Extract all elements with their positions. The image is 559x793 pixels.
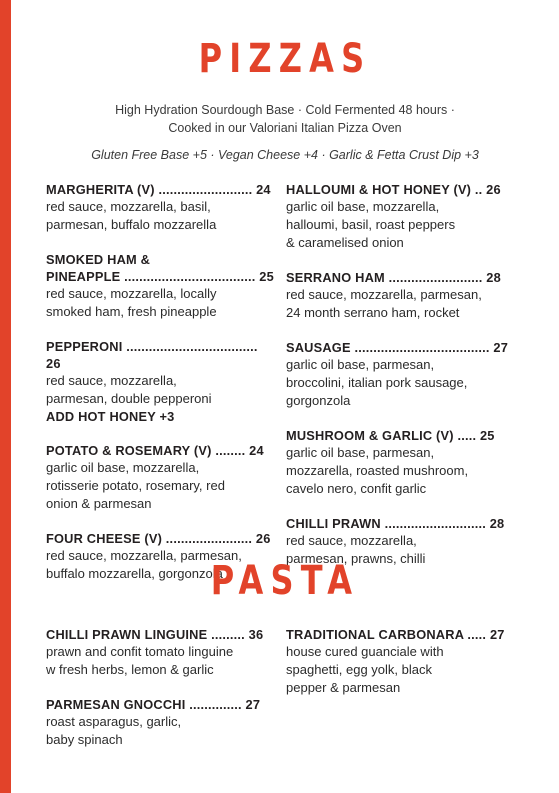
menu-item-sausage [286,339,514,410]
pasta-column-left [46,626,274,766]
menu-item-description: prawn and confit tomato linguine w fresh herbs, lemon & garlic [46,644,234,677]
menu-item-name: PEPPERONI ................................... 26 [46,339,258,371]
menu-item-traditional-carbonara [286,626,514,697]
menu-item-name: CHILLI PRAWN ........................... 28 [286,516,505,531]
menu-item-mushroom-garlic [286,427,514,498]
menu-item-description: red sauce, mozzarella, parmesan, double pepperoni [46,373,212,406]
red-side-stripe [0,0,11,793]
menu-item-name: POTATO & ROSEMARY (V) ........ 24 [46,443,264,458]
menu-item-smoked-ham-pineapple [46,251,274,321]
menu-item-name: TRADITIONAL CARBONARA ..... 27 [286,627,505,642]
menu-item-description: red sauce, mozzarella, parmesan, prawns, chilli [286,533,426,566]
menu-item-description: garlic oil base, mozzarella, rotisserie potato, rosemary, red onion & parmesan [46,460,225,511]
menu-item-name: MUSHROOM & GARLIC (V) ..... 25 [286,428,495,443]
pizza-extras-line: Gluten Free Base +5 · Vegan Cheese +4 · Garlic & Fetta Crust Dip +3 [91,148,479,162]
tagline-line-1: High Hydration Sourdough Base · Cold Fermented 48 hours · [115,103,455,117]
tagline-line-2: Cooked in our Valoriani Italian Pizza Oven [168,121,402,135]
menu-item-name: PARMESAN GNOCCHI .............. 27 [46,697,261,712]
menu-item-description: garlic oil base, mozzarella, halloumi, basil, roast peppers & caramelised onion [286,199,456,250]
menu-item-pepperoni [46,338,274,425]
hot-honey-addon: ADD HOT HONEY +3 [46,409,175,424]
pizza-base-tagline [11,101,559,137]
menu-item-name: SERRANO HAM ......................... 28 [286,270,501,285]
menu-item-potato-rosemary [46,442,274,513]
menu-item-description: red sauce, mozzarella, basil, parmesan, buffalo mozzarella [46,199,217,232]
menu-item-halloumi-hot-honey [286,181,514,252]
menu-item-name: FOUR CHEESE (V) ....................... 26 [46,531,271,546]
menu-item-parmesan-gnocchi [46,696,274,749]
menu-item-name: MARGHERITA (V) ......................... 24 [46,182,271,197]
menu-item-description: red sauce, mozzarella, parmesan, buffalo mozzarella, gorgonzola [46,548,242,581]
menu-item-margherita [46,181,274,234]
menu-item-description: garlic oil base, parmesan, mozzarella, roasted mushroom, cavelo nero, confit garlic [286,445,469,496]
menu-item-name: HALLOUMI & HOT HONEY (V) .. 26 [286,182,501,197]
menu-item-name: CHILLI PRAWN LINGUINE ......... 36 [46,627,264,642]
menu-item-description: red sauce, mozzarella, locally smoked ham, fresh pineapple [46,286,217,319]
menu-item-name: SAUSAGE .................................... 27 [286,340,509,355]
menu-item-name: SMOKED HAM & PINEAPPLE ................................... 25 [46,252,274,284]
pasta-heading: PASTA [210,558,360,604]
pasta-column-right [286,626,514,714]
menu-item-chilli-prawn-linguine [46,626,274,679]
pizzas-heading: PIZZAS [198,36,372,82]
pizza-column-left [46,181,274,600]
menu-item-description: house cured guanciale with spaghetti, egg yolk, black pepper & parmesan [286,644,444,695]
menu-item-description: roast asparagus, garlic, baby spinach [46,714,182,747]
menu-item-description: red sauce, mozzarella, parmesan, 24 month serrano ham, rocket [286,287,482,320]
menu-item-serrano-ham [286,269,514,322]
pizza-column-right [286,181,514,585]
menu-item-description: garlic oil base, parmesan, broccolini, italian pork sausage, gorgonzola [286,357,468,408]
